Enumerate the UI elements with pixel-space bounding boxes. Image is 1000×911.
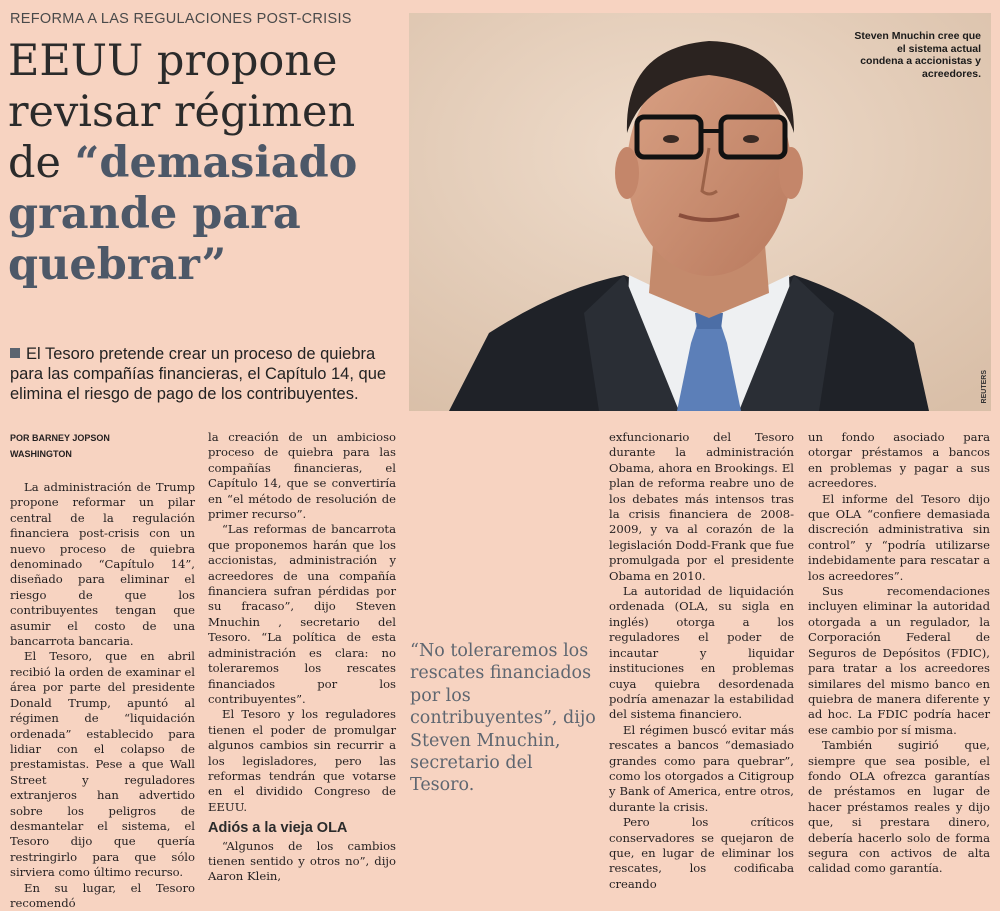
paragraph: La autoridad de liquidación ordenada (OLA, su sigla en inglés) otorga a los reguladores el poder de incautar y liquidar instituciones en problemas cuya quiebra desordenada podría amenazar la estabilidad del sistema financiero. xyxy=(609,584,794,722)
paragraph: En su lugar, el Tesoro recomendó xyxy=(10,880,195,910)
deck-text: El Tesoro pretende crear un proceso de quiebra para las compañías financieras, el Capítulo 14, que elimina el riesgo de pago de los contribuyentes. xyxy=(10,345,387,403)
article-column-3 xyxy=(609,430,794,892)
photo-credit: REUTERS xyxy=(981,369,988,403)
paragraph: También sugirió que, siempre que sea posible, el fondo OLA ofrezca garantías de préstamos en lugar de hacer préstamos reales y dijo que, si prestara dinero, debería hacerlo solo de forma segura con activos de alta calidad como garantía. xyxy=(808,738,990,876)
paragraph: Pero los críticos conservadores se quejaron de que, en lugar de eliminar los rescates, los codificaba creando xyxy=(609,815,794,891)
section-kicker: REFORMA A LAS REGULACIONES POST-CRISIS xyxy=(10,11,352,27)
paragraph: exfuncionario del Tesoro durante la administración Obama, ahora en Brookings. El plan de reforma reabre uno de los debates más intensos tras la crisis financiera de 2008-2009, y va al corazón de la legislación Dodd-Frank que fue promulgada por el presidente Obama en 2010. xyxy=(609,430,794,583)
paragraph: La administración de Trump propone reformar un pilar central de la regulación financiera post-crisis con un nuevo proceso de quiebra denominado “Capítulo 14”, diseñado para eliminar el riesgo de que los contribuyentes tengan que asumir el costo de una bancarrota bancaria. xyxy=(10,480,195,649)
photo-caption: Steven Mnuchin cree que el sistema actual condena a accionistas y acreedores. xyxy=(854,30,981,80)
paragraph: El régimen buscó evitar más rescates a bancos “demasiado grandes como para quebrar”, como los otorgados a Citigroup y Bank of America, entre otros, durante la crisis. xyxy=(609,722,794,814)
portrait-photo xyxy=(409,13,991,411)
article-column-1 xyxy=(10,430,195,911)
pull-quote: “No toleraremos los rescates financiados por los contribuyentes”, dijo Steven Mnuchin, secretario del Tesoro. xyxy=(410,641,596,796)
paragraph: El Tesoro y los reguladores tienen el poder de promulgar algunos cambios sin recurrir a los legisladores, pero las reformas tendrán que votarse en el dividido Congreso de EEUU. xyxy=(208,707,396,814)
byline-location: WASHINGTON xyxy=(10,449,72,459)
paragraph: “Las reformas de bancarrota que proponemos harán que los accionistas, administración y acreedores de una compañía financiera sufran pérdidas por su fracaso”, dijo Steven Mnuchin , secretario del Tesoro. “La política de esta administración es clara: no toleraremos los rescates financiados por los contribuyentes”. xyxy=(208,522,396,706)
square-bullet-icon xyxy=(10,348,20,358)
paragraph: un fondo asociado para otorgar préstamos a bancos en problemas y pagar a sus acreedores. xyxy=(808,430,990,491)
subheading: Adiós a la vieja OLA xyxy=(208,820,348,837)
headline-part-2: “demasiado grande para quebrar” xyxy=(8,138,358,290)
paragraph: El Tesoro, que en abril recibió la orden de examinar el área por parte del presidente Donald Trump, apuntó al régimen de “liquidación ordenada” establecido para lidiar con el colapso de prestamistas. Pese a que Wall Street y reguladores extranjeros han advertido sobre los peligros de desmantelar el sistema, el Tesoro dijo que quería restringirlo para que sólo sirviera como último recurso. xyxy=(10,649,195,880)
deck xyxy=(10,344,400,404)
headline xyxy=(8,36,408,291)
paragraph: Sus recomendaciones incluyen eliminar la autoridad otorgada a un regulador, la Corporación Federal de Seguros de Depósitos (FDIC), para tratar a los acreedores similares del mismo banco en quiebra de manera diferente y ad hoc. La FDIC podría hacer ese cambio por sí misma. xyxy=(808,584,990,737)
byline-author: POR BARNEY JOPSON xyxy=(10,433,110,443)
paragraph: El informe del Tesoro dijo que OLA “confiere demasiada discreción administrativa sin control” y “podría utilizarse indebidamente para rescatar a los acreedores”. xyxy=(808,491,990,583)
paragraph: la creación de un ambicioso proceso de quiebra para las compañías financieras, el Capítulo 14, que se convertiría en “el método de resolución de primer recurso”. xyxy=(208,430,396,522)
article-column-2 xyxy=(208,430,396,885)
headline-part-1: EEUU propone revisar régimen de xyxy=(8,36,356,188)
paragraph: “Algunos de los cambios tienen sentido y otros no”, dijo Aaron Klein, xyxy=(208,838,396,884)
